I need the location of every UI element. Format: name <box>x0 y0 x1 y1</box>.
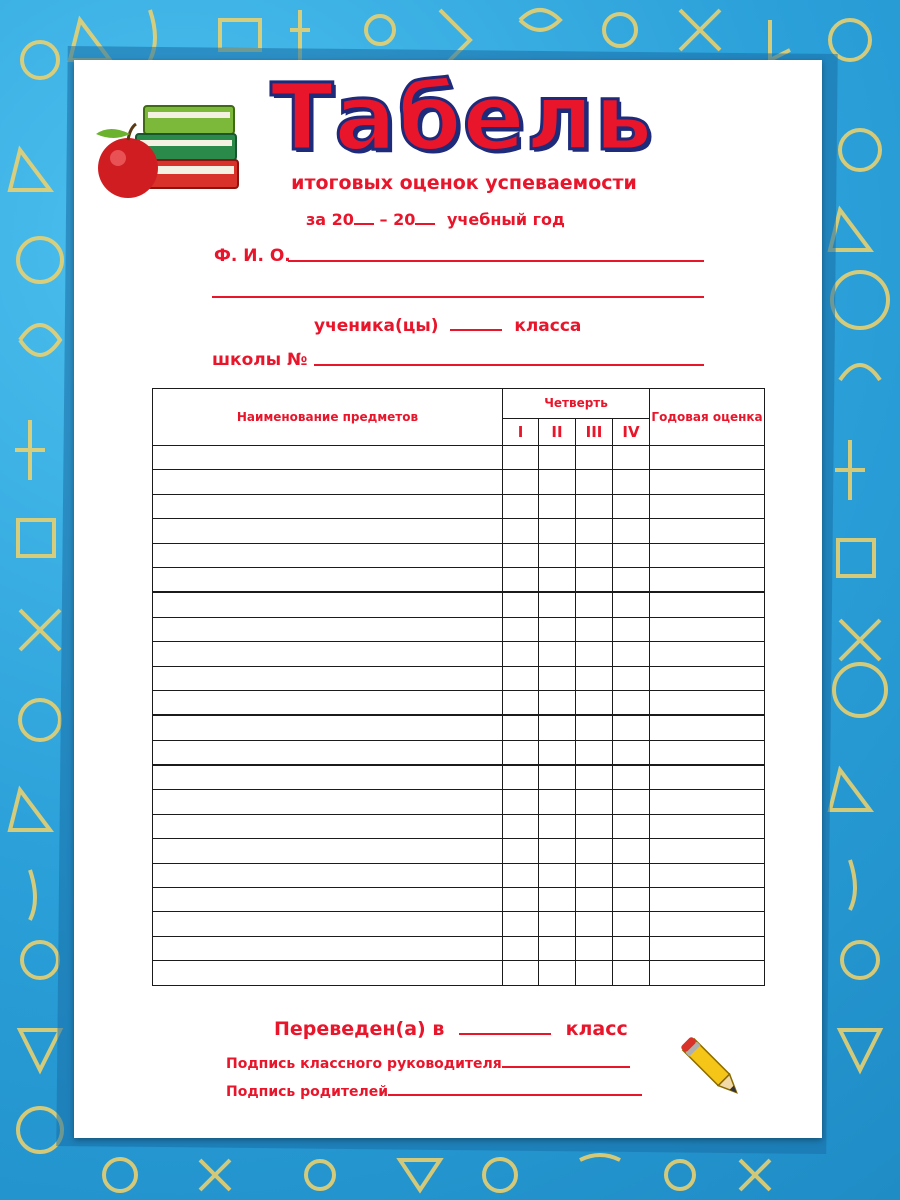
quarter-4-cell[interactable] <box>613 494 650 518</box>
school-year-line <box>306 210 565 229</box>
quarter-column-header: Четверть <box>503 389 650 419</box>
quarter-4-cell[interactable] <box>613 740 650 765</box>
subject-cell[interactable] <box>153 790 503 814</box>
subject-cell[interactable] <box>153 617 503 641</box>
quarter-2-cell[interactable] <box>539 519 576 543</box>
subject-cell[interactable] <box>153 543 503 567</box>
document-title: Табель <box>270 64 654 171</box>
teacher-signature-label: Подпись классного руководителя <box>226 1056 502 1072</box>
quarter-2-cell[interactable] <box>539 494 576 518</box>
subject-cell[interactable] <box>153 666 503 690</box>
quarter-1-cell[interactable] <box>503 617 539 641</box>
grade-row <box>153 715 765 740</box>
subject-cell[interactable] <box>153 888 503 912</box>
grade-row <box>153 912 765 936</box>
subject-cell[interactable] <box>153 446 503 470</box>
grades-table <box>152 388 765 986</box>
quarter-2-cell[interactable] <box>539 543 576 567</box>
parents-signature-label: Подпись родителей <box>226 1084 389 1100</box>
annual-grade-cell[interactable] <box>650 912 765 936</box>
quarter-4-cell[interactable] <box>613 567 650 592</box>
subject-cell[interactable] <box>153 494 503 518</box>
quarter-3-cell[interactable] <box>576 617 613 641</box>
quarter-4-cell[interactable] <box>613 888 650 912</box>
year-mid: – 20 <box>379 210 416 229</box>
quarter-2-cell[interactable] <box>539 740 576 765</box>
quarter-4-cell[interactable] <box>613 690 650 715</box>
quarter-4-cell[interactable] <box>613 666 650 690</box>
annual-grade-cell[interactable] <box>650 936 765 960</box>
school-number-label: школы № <box>212 350 308 370</box>
quarter-3-cell[interactable] <box>576 642 613 666</box>
parents-signature-blank[interactable] <box>388 1094 642 1096</box>
annual-grade-cell[interactable] <box>650 617 765 641</box>
quarter-2-cell[interactable] <box>539 765 576 790</box>
quarter-4-cell[interactable] <box>613 936 650 960</box>
school-number-blank[interactable] <box>314 364 704 366</box>
report-card-sheet <box>74 60 822 1138</box>
subject-cell[interactable] <box>153 715 503 740</box>
quarter-1-cell[interactable] <box>503 936 539 960</box>
quarter-3-cell[interactable] <box>576 543 613 567</box>
quarter-4-cell[interactable] <box>613 715 650 740</box>
pupil-class-line <box>314 316 581 336</box>
document-subtitle: итоговых оценок успеваемости <box>291 172 637 194</box>
quarter-1-cell[interactable] <box>503 470 539 494</box>
quarter-2-cell[interactable] <box>539 666 576 690</box>
subject-cell[interactable] <box>153 740 503 765</box>
grade-row <box>153 666 765 690</box>
quarter-1-cell[interactable] <box>503 543 539 567</box>
quarter-1-cell[interactable] <box>503 790 539 814</box>
quarter-1-cell[interactable] <box>503 912 539 936</box>
quarter-4-cell[interactable] <box>613 446 650 470</box>
quarter-1-cell[interactable] <box>503 814 539 838</box>
quarter-3-cell[interactable] <box>576 567 613 592</box>
quarter-1-cell[interactable] <box>503 567 539 592</box>
class-label: класса <box>514 316 582 336</box>
subject-cell[interactable] <box>153 936 503 960</box>
quarter-3-cell[interactable] <box>576 494 613 518</box>
subject-cell[interactable] <box>153 839 503 863</box>
subject-cell[interactable] <box>153 814 503 838</box>
year-prefix: за 20 <box>306 210 354 229</box>
quarter-1-cell[interactable] <box>503 690 539 715</box>
quarter-2-cell[interactable] <box>539 814 576 838</box>
annual-grade-cell[interactable] <box>650 543 765 567</box>
quarter-2-cell[interactable] <box>539 888 576 912</box>
subject-cell[interactable] <box>153 592 503 617</box>
quarter-2-cell[interactable] <box>539 690 576 715</box>
quarter-2-cell[interactable] <box>539 567 576 592</box>
annual-grade-cell[interactable] <box>650 790 765 814</box>
quarter-1-cell[interactable] <box>503 592 539 617</box>
teacher-signature-blank[interactable] <box>502 1066 630 1068</box>
subject-column-header: Наименование предметов <box>153 389 503 446</box>
quarter-1-cell[interactable] <box>503 446 539 470</box>
quarter-2-cell[interactable] <box>539 470 576 494</box>
quarter-3-cell[interactable] <box>576 765 613 790</box>
annual-grade-cell[interactable] <box>650 470 765 494</box>
year-start-blank[interactable] <box>354 223 374 225</box>
quarter-3-cell[interactable] <box>576 446 613 470</box>
subject-cell[interactable] <box>153 912 503 936</box>
quarter-2-cell[interactable] <box>539 912 576 936</box>
grade-row <box>153 617 765 641</box>
quarter-4-cell[interactable] <box>613 543 650 567</box>
year-suffix: учебный год <box>446 210 565 229</box>
quarter-1-cell[interactable] <box>503 666 539 690</box>
fio-blank-line-1[interactable] <box>288 260 704 262</box>
annual-grade-cell[interactable] <box>650 592 765 617</box>
annual-grade-cell[interactable] <box>650 715 765 740</box>
grade-row <box>153 961 765 985</box>
quarter-3-cell[interactable] <box>576 961 613 985</box>
quarter-4-cell[interactable] <box>613 839 650 863</box>
quarter-4-cell[interactable] <box>613 642 650 666</box>
teacher-signature-line <box>226 1056 630 1072</box>
grade-row <box>153 519 765 543</box>
grade-row <box>153 592 765 617</box>
quarter-4-cell[interactable] <box>613 863 650 887</box>
grade-row <box>153 839 765 863</box>
quarter-4-cell[interactable] <box>613 765 650 790</box>
annual-grade-cell[interactable] <box>650 690 765 715</box>
annual-grade-cell[interactable] <box>650 666 765 690</box>
quarter-4-cell[interactable] <box>613 961 650 985</box>
year-end-blank[interactable] <box>415 223 435 225</box>
quarter-2-cell[interactable] <box>539 617 576 641</box>
quarter-3-cell[interactable] <box>576 519 613 543</box>
quarter-3-cell[interactable] <box>576 470 613 494</box>
grade-row <box>153 567 765 592</box>
quarter-4-cell[interactable] <box>613 814 650 838</box>
grade-row <box>153 642 765 666</box>
annual-grade-cell[interactable] <box>650 567 765 592</box>
quarter-2-header: II <box>539 418 576 445</box>
quarter-2-cell[interactable] <box>539 642 576 666</box>
quarter-1-cell[interactable] <box>503 961 539 985</box>
quarter-2-cell[interactable] <box>539 790 576 814</box>
promoted-class-blank[interactable] <box>459 1033 551 1035</box>
annual-grade-cell[interactable] <box>650 765 765 790</box>
quarter-4-cell[interactable] <box>613 790 650 814</box>
annual-grade-cell[interactable] <box>650 814 765 838</box>
grade-row <box>153 936 765 960</box>
quarter-3-cell[interactable] <box>576 592 613 617</box>
annual-grade-cell[interactable] <box>650 863 765 887</box>
grade-row <box>153 494 765 518</box>
annual-grade-cell[interactable] <box>650 888 765 912</box>
quarter-4-cell[interactable] <box>613 617 650 641</box>
subject-cell[interactable] <box>153 470 503 494</box>
grade-row <box>153 863 765 887</box>
quarter-3-cell[interactable] <box>576 936 613 960</box>
quarter-2-cell[interactable] <box>539 592 576 617</box>
quarter-2-cell[interactable] <box>539 961 576 985</box>
quarter-2-cell[interactable] <box>539 863 576 887</box>
parents-signature-line <box>226 1084 642 1100</box>
quarter-4-cell[interactable] <box>613 592 650 617</box>
quarter-3-cell[interactable] <box>576 715 613 740</box>
annual-grade-cell[interactable] <box>650 446 765 470</box>
promoted-label: Переведен(а) в <box>274 1018 445 1040</box>
annual-grade-cell[interactable] <box>650 839 765 863</box>
quarter-3-header: III <box>576 418 613 445</box>
grade-row <box>153 765 765 790</box>
promoted-line <box>274 1018 628 1040</box>
annual-grade-cell[interactable] <box>650 642 765 666</box>
grade-row <box>153 888 765 912</box>
fio-blank-line-2[interactable] <box>212 296 704 298</box>
quarter-3-cell[interactable] <box>576 666 613 690</box>
annual-grade-cell[interactable] <box>650 519 765 543</box>
annual-grade-cell[interactable] <box>650 961 765 985</box>
annual-grade-cell[interactable] <box>650 740 765 765</box>
quarter-3-cell[interactable] <box>576 790 613 814</box>
quarter-3-cell[interactable] <box>576 888 613 912</box>
quarter-1-cell[interactable] <box>503 740 539 765</box>
quarter-4-cell[interactable] <box>613 470 650 494</box>
quarter-4-cell[interactable] <box>613 519 650 543</box>
quarter-1-cell[interactable] <box>503 715 539 740</box>
pupil-label: ученика(цы) <box>314 316 439 336</box>
pencil-icon <box>674 1030 754 1110</box>
subject-cell[interactable] <box>153 642 503 666</box>
subject-cell[interactable] <box>153 765 503 790</box>
quarter-1-cell[interactable] <box>503 494 539 518</box>
books-apple-illustration <box>84 88 244 208</box>
quarter-1-cell[interactable] <box>503 839 539 863</box>
quarter-3-cell[interactable] <box>576 839 613 863</box>
quarter-2-cell[interactable] <box>539 715 576 740</box>
quarter-1-cell[interactable] <box>503 863 539 887</box>
subject-cell[interactable] <box>153 567 503 592</box>
grade-row <box>153 446 765 470</box>
annual-grade-column-header: Годовая оценка <box>650 389 765 446</box>
quarter-2-cell[interactable] <box>539 446 576 470</box>
quarter-4-header: IV <box>613 418 650 445</box>
annual-grade-cell[interactable] <box>650 494 765 518</box>
grade-row <box>153 690 765 715</box>
quarter-3-cell[interactable] <box>576 740 613 765</box>
promoted-class-label: класс <box>565 1018 628 1040</box>
quarter-2-cell[interactable] <box>539 839 576 863</box>
quarter-4-cell[interactable] <box>613 912 650 936</box>
subject-cell[interactable] <box>153 690 503 715</box>
quarter-1-header: I <box>503 418 539 445</box>
subject-cell[interactable] <box>153 519 503 543</box>
quarter-3-cell[interactable] <box>576 912 613 936</box>
grade-row <box>153 814 765 838</box>
quarter-1-cell[interactable] <box>503 765 539 790</box>
subject-cell[interactable] <box>153 961 503 985</box>
grade-row <box>153 470 765 494</box>
quarter-3-cell[interactable] <box>576 863 613 887</box>
fio-label: Ф. И. О. <box>214 246 291 266</box>
grade-rows <box>153 446 765 986</box>
quarter-1-cell[interactable] <box>503 519 539 543</box>
quarter-1-cell[interactable] <box>503 642 539 666</box>
grade-row <box>153 543 765 567</box>
quarter-3-cell[interactable] <box>576 690 613 715</box>
quarter-2-cell[interactable] <box>539 936 576 960</box>
quarter-3-cell[interactable] <box>576 814 613 838</box>
class-number-blank[interactable] <box>450 329 502 331</box>
quarter-1-cell[interactable] <box>503 888 539 912</box>
grade-row <box>153 740 765 765</box>
subject-cell[interactable] <box>153 863 503 887</box>
grade-row <box>153 790 765 814</box>
